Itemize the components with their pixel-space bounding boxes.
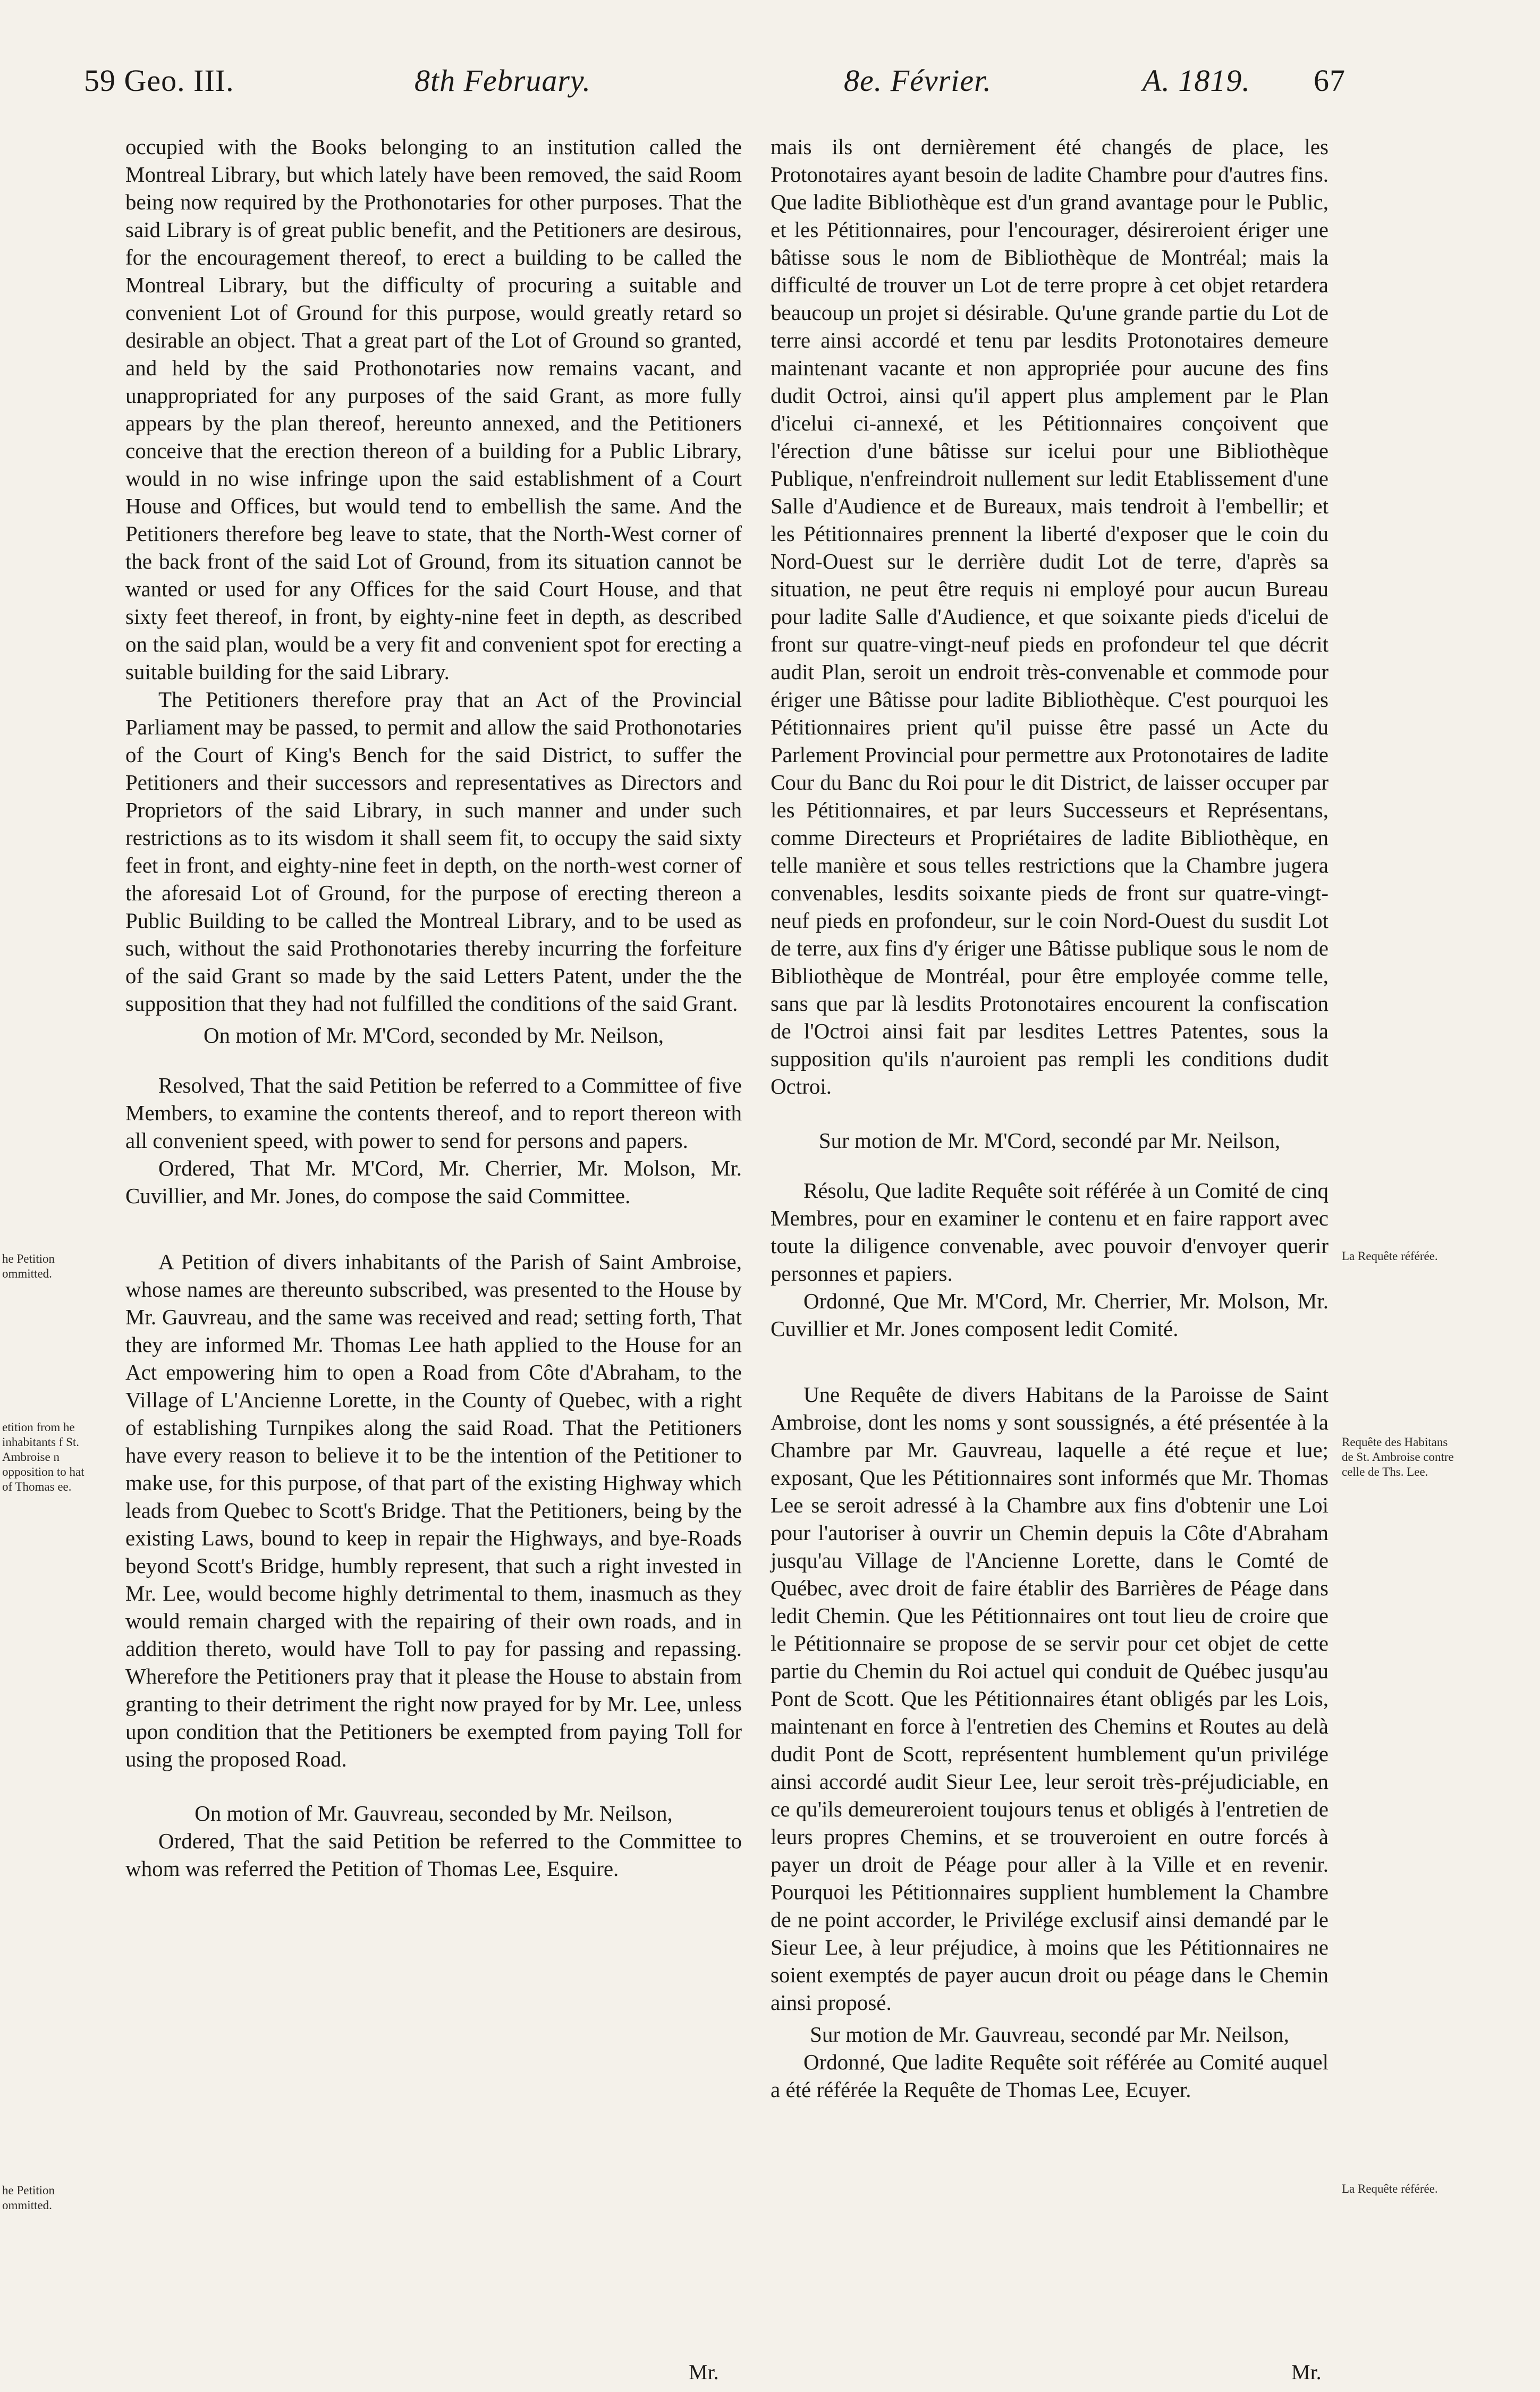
margin-note-left-st-ambroise: etition from he inhabitants f St. Ambroise n opposition to hat of Thomas ee. xyxy=(2,1421,84,1493)
margin-note-left-petition-committed: he Petition ommitted. xyxy=(2,1252,55,1280)
margin-note-left-petition-committed-2: he Petition ommitted. xyxy=(2,2184,55,2212)
margin-note-right-requete-referee: La Requête référée. xyxy=(1342,1249,1438,1263)
french-motion-1: Sur motion de Mr. M'Cord, secondé par Mr. Neilson, xyxy=(818,1128,1281,1153)
english-order-committee: Ordered, That Mr. M'Cord, Mr. Cherrier, Mr. Molson, Mr. Cuvillier, and Mr. Jones, do compose the said Committee. xyxy=(125,1156,742,1208)
english-column xyxy=(125,133,742,1882)
catchword-english: Mr. xyxy=(689,2360,719,2384)
english-motion-1: On motion of Mr. M'Cord, seconded by Mr. Neilson, xyxy=(203,1023,664,1047)
margin-note-right-st-ambroise: Requête des Habitans de St. Ambroise contre celle de Ths. Lee. xyxy=(1342,1435,1454,1478)
french-petition-st-ambroise: Une Requête de divers Habitans de la Paroisse de Saint Ambroise, dont les noms y sont soussignés, a été présentée à la Chambre par Mr. Gauvreau, laquelle a été reçue et lue; exposant, Que les Pétitionnaires sont informés que Mr. Thomas Lee se seroit adressé à la Chambre aux fins d'obtenir une Loi pour l'autoriser à ouvrir un Chemin depuis la Côte d'Abraham jusqu'au Village de l'Ancienne Lorette, dans le Comté de Québec, avec droit de faire établir des Barrières de Péage dans ledit Chemin. Que les Pétitionnaires ont tout lieu de croire que le Pétitionnaire se propose de se servir pour cet objet de cette partie du Chemin du Roi actuel qui conduit de Québec jusqu'au Pont de Scott. Que les Pétitionnaires étant obligés par les Lois, maintenant en force à l'entretien des Chemins et Routes au delà dudit Pont de Scott, représentent humblement qu'un privilége ainsi accordé audit Sieur Lee, leur seroit très-préjudiciable, en ce qu'ils demeureroient toujours tenus et obligés à l'entretien de leurs propres Chemins, et se trouveroient en outre forcés à payer un droit de Péage pour aller à la Ville et en revenir. Pourquoi les Pétitionnaires supplient humblement la Chambre de ne point accorder, le Privilége exclusif ainsi demandé par le Sieur Lee, à leur préjudice, à moins que les Pétitionnaires ne soient exemptés de payer aucun droit ou péage dans le Chemin ainsi proposé. xyxy=(771,1382,1329,2015)
header-reign: 59 Geo. III. xyxy=(84,63,234,98)
french-order-committee: Ordonné, Que Mr. M'Cord, Mr. Cherrier, Mr. Molson, Mr. Cuvillier et Mr. Jones composent ledit Comité. xyxy=(771,1289,1329,1341)
english-order-referral: Ordered, That the said Petition be referred to the Committee to whom was referred the Petition of Thomas Lee, Esquire. xyxy=(125,1829,742,1881)
french-motion-2: Sur motion de Mr. Gauvreau, secondé par Mr. Neilson, xyxy=(810,2022,1289,2047)
header-year: A. 1819. xyxy=(1143,63,1250,98)
page-number: 67 xyxy=(1314,63,1346,98)
english-petition-st-ambroise: A Petition of divers inhabitants of the Parish of Saint Ambroise, whose names are thereunto subscribed, was presented to the House by Mr. Gauvreau, and the same was received and read; setting forth, That they are informed Mr. Thomas Lee hath applied to the House for an Act empowering him to open a Road from Côte d'Abraham, to the Village of L'Ancienne Lorette, in the County of Quebec, with a right of establishing Turnpikes along the said Road. That the Petitioners have every reason to believe it to be the intention of the Petitioner to make use, for this purpose, of that part of the existing Highway which leads from Quebec to Scott's Bridge. That the Petitioners, being by the existing Laws, bound to keep in repair the Highways, and bye-Roads beyond Scott's Bridge, humbly represent, that such a right invested in Mr. Lee, would become highly detrimental to them, inasmuch as they would remain charged with the repairing of their own roads, and in addition thereto, would have Toll to pay for passing and repassing. Wherefore the Petitioners pray that it please the House to abstain from granting to their detriment the right now prayed for by Mr. Lee, unless upon condition that the Petitioners be exempted from paying Toll for using the proposed Road. xyxy=(125,1249,742,1771)
margin-note-right-requete-referee-2: La Requête référée. xyxy=(1342,2182,1438,2195)
catchword-french: Mr. xyxy=(1291,2360,1322,2384)
french-column xyxy=(771,133,1329,2103)
english-paragraph-1: occupied with the Books belonging to an institution called the Montreal Library, but which lately have been removed, the said Room being now required by the Prothonotaries for other purposes. That the said Library is of great public benefit, and the Petitioners are desirous, for the encouragement thereof, to erect a building to be called the Montreal Library, but the difficulty of procuring a suitable and convenient Lot of Ground for this purpose, would greatly retard so desirable an object. That a great part of the Lot of Ground so granted, and held by the said Prothonotaries now remains vacant, and unappropriated for any purposes of the said Grant, as more fully appears by the plan thereof, hereunto annexed, and the Petitioners conceive that the erection thereon of a building for a Public Library, would in no wise infringe upon the said establishment of a Court House and Offices, but would tend to embellish the same. And the Petitioners therefore beg leave to state, that the North-West corner of the back front of the said Lot of Ground, from its situation cannot be wanted or used for any Offices for the said Court House, and that sixty feet thereof, in front, by eighty-nine feet in depth, as described on the said plan, would be a very fit and convenient spot for erecting a suitable building for the said Library. xyxy=(125,134,742,684)
french-resolution: Résolu, Que ladite Requête soit référée à un Comité de cinq Membres, pour en examiner le contenu et en faire rapport avec toute la diligence convenable, avec pouvoir d'envoyer querir personnes et papiers. xyxy=(771,1178,1329,1286)
english-motion-2: On motion of Mr. Gauvreau, seconded by Mr. Neilson, xyxy=(194,1801,673,1825)
french-paragraph-1: mais ils ont dernièrement été changés de place, les Protonotaires ayant besoin de ladite Chambre pour d'autres fins. Que ladite Bibliothèque est d'un grand avantage pour le Public, et les Pétitionnaires, pour l'encourager, désireroient ériger une bâtisse sous le nom de Bibliothèque de Montréal; mais la difficulté de trouver un Lot de terre propre à cet objet retardera beaucoup un projet si désirable. Qu'une grande partie du Lot de terre ainsi accordé et tenu par lesdits Protonotaires demeure maintenant vacante et non appropriée pour aucune des fins dudit Octroi, ainsi qu'il appert plus amplement par le Plan d'icelui ci-annexé, et les Pétitionnaires conçoivent que l'érection d'une bâtisse sur icelui pour une Bibliothèque Publique, n'enfreindroit nullement sur ledit Etablissement d'une Salle d'Audience et de Bureaux, mais tendroit à l'embellir; et les Pétitionnaires prennent la liberté d'exposer que le coin du Nord-Ouest sur le derrière dudit Lot de terre, d'après sa situation, ne peut être requis ni employé pour aucun Bureau pour ladite Salle d'Audience, et que soixante pieds d'icelui de front sur quatre-vingt-neuf pieds en profondeur tel que décrit audit Plan, seroit un endroit très-convenable et commode pour ériger une Bâtisse pour ladite Bibliothèque. C'est pourquoi les Pétitionnaires prient qu'il puisse être passé un Acte du Parlement Provincial pour permettre aux Protonotaires de ladite Cour du Banc du Roi pour le dit District, de laisser occuper par les Pétitionnaires, et par leurs Successeurs et Représentans, comme Directeurs et Propriétaires de ladite Bibliothèque, en telle manière et sous telles restrictions que la Chambre jugera convenables, lesdits soixante pieds de front sur quatre-vingt-neuf pieds en profondeur, sur le coin Nord-Ouest du susdit Lot de terre, aux fins d'y ériger une Bâtisse publique sous le nom de Bibliothèque de Montréal, pour être employée comme telle, sans que par là lesdits Protonotaires encourent la confiscation de l'Octroi ainsi fait par lesdites Lettres Patentes, sous la supposition qu'ils n'auroient pas rempli les conditions dudit Octroi. xyxy=(771,134,1329,1098)
header-date-english: 8th February. xyxy=(414,63,591,98)
header-date-french: 8e. Février. xyxy=(844,63,992,98)
english-paragraph-2: The Petitioners therefore pray that an Act of the Provincial Parliament may be passed, to permit and allow the said Prothonotaries of the Court of King's Bench for the said District, to suffer the Petitioners and their successors and representatives as Directors and Proprietors of the said Library, in such manner and under such restrictions as to its wisdom it shall seem fit, to occupy the said sixty feet in front, and eighty-nine feet in depth, on the north-west corner of the aforesaid Lot of Ground, for the purpose of erecting thereon a Public Building to be called the Montreal Library, and to be used as such, without the said Prothonotaries thereby incurring the forfeiture of the said Grant so made by the said Letters Patent, under the the supposition that they had not fulfilled the conditions of the said Grant. xyxy=(125,687,742,1016)
french-order-referral: Ordonné, Que ladite Requête soit référée au Comité auquel a été référée la Requête de Thomas Lee, Ecuyer. xyxy=(771,2050,1329,2102)
english-resolution: Resolved, That the said Petition be referred to a Committee of five Members, to examine the contents thereof, and to report thereon with all convenient speed, with power to send for persons and papers. xyxy=(125,1073,742,1153)
